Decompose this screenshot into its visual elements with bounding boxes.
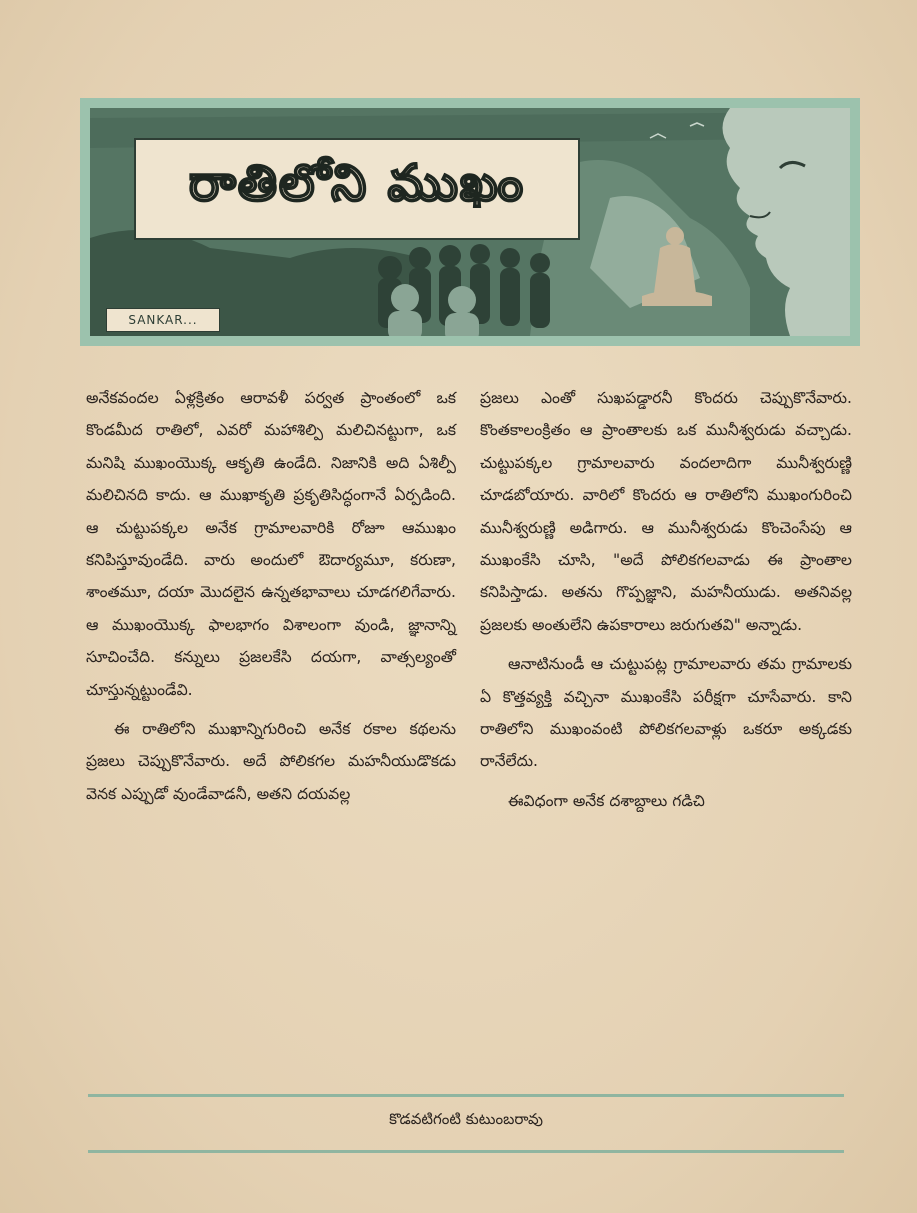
paragraph: అనేకవందల ఏళ్లక్రితం ఆరావళీ పర్వత ప్రాంతంలో ఒక కొండమీద రాతిలో, ఎవరో మహాశిల్పి మలిచినట్టుగా, ఒక మనిషి ముఖంయొక్క ఆకృతి ఉండేది. నిజానికి అది ఏశిల్పీ మలిచినది కాదు. ఆ ముఖాకృతి ప్రకృతిసిద్ధంగానే ఏర్పడింది. ఆ చుట్టుపక్కల అనేక గ్రామాలవారికి రోజూ ఆముఖం కనిపిస్తూవుండేది. వారు అందులో ఔదార్యమూ, కరుణా, శాంతమూ, దయా మొదలైన ఉన్నతభావాలు చూడగలిగేవారు. ఆ ముఖంయొక్క ఫాలభాగం విశాలంగా వుండి, జ్ఞానాన్ని సూచించేది. కన్నులు ప్రజలకేసి దయగా, వాత్సల్యంతో చూస్తున్నట్టుండేవి. (86, 389, 456, 699)
divider-bottom (88, 1150, 844, 1153)
artist-signature: SANKAR... (106, 308, 220, 332)
paragraph: ఈ రాతిలోని ముఖాన్నిగురించి అనేక రకాల కథలను ప్రజలు చెప్పుకొనేవారు. అదే పోలికగల మహనీయుడొకడు వెనక ఎప్పుడో వుండేవాడనీ, అతని దయవల్ల (86, 720, 456, 803)
text-column-left (86, 382, 456, 810)
paragraph: ఆనాటినుండీ ఆ చుట్టుపట్ల గ్రామాలవారు తమ గ్రామాలకు ఏ కొత్తవ్యక్తి వచ్చినా ముఖంకేసి పరీక్షగా చూసేవారు. కాని రాతిలోని ముఖంవంటి పోలికగలవాళ్లు ఒకరూ అక్కడకు రానేలేదు. (480, 655, 852, 771)
title-plate (134, 138, 580, 240)
paragraph: ఈవిధంగా అనేక దశాబ్దాలు గడిచి (508, 791, 705, 810)
divider-top (88, 1094, 844, 1097)
paragraph: ప్రజలు ఎంతో సుఖపడ్డారనీ కొందరు చెప్పుకొనేవారు. కొంతకాలంక్రితం ఆ ప్రాంతాలకు ఒక మునీశ్వరుడు వచ్చాడు. చుట్టుపక్కల గ్రామాలవారు వందలాదిగా మునీశ్వరుణ్ణి చూడబోయారు. వారిలో కొందరు ఆ రాతిలోని ముఖంగురించి మునీశ్వరుణ్ణి అడిగారు. ఆ మునీశ్వరుడు కొంచెంసేపు ఆ ముఖంకేసి చూసి, "అదే పోలికగలవాడు ఈ ప్రాంతాల కనిపిస్తాడు. అతను గొప్పజ్ఞాని, మహనీయుడు. అతనివల్ల ప్రజలకు అంతులేని ఉపకారాలు జరుగుతవి" అన్నాడు. (480, 389, 852, 634)
story-title: రాతిలోని ముఖం (189, 153, 525, 212)
author-byline: కొడవటిగంటి కుటుంబరావు (389, 1110, 543, 1128)
story-header-illustration (80, 98, 860, 346)
text-column-right (480, 382, 852, 817)
illustration-panel (90, 108, 850, 336)
